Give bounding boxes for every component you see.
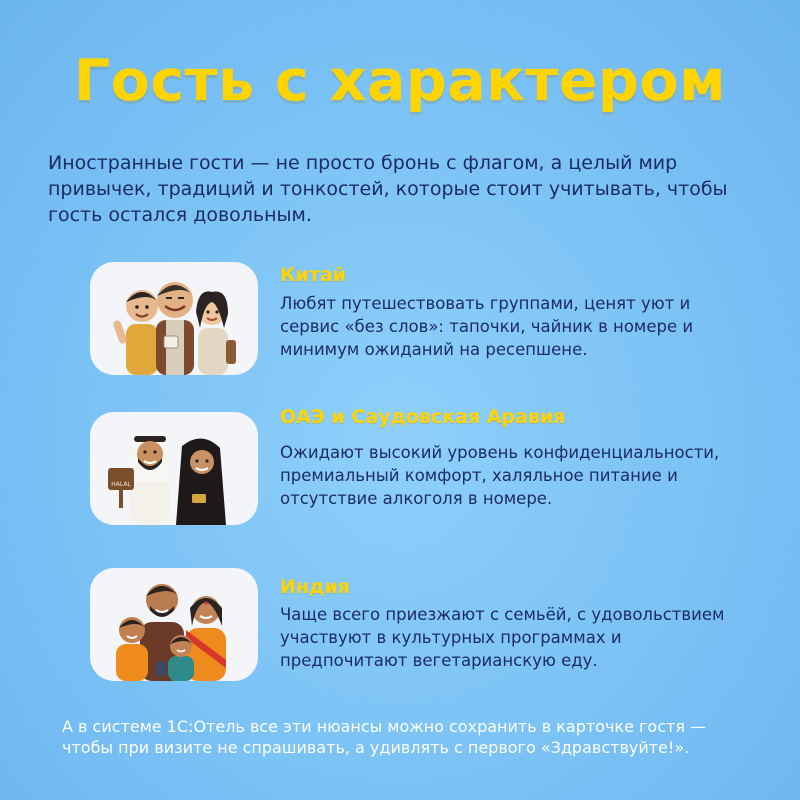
arab-couple-illustration: [90, 412, 258, 525]
section-heading-uae: ОАЭ и Саудовская Аравия: [280, 406, 566, 428]
footer-text: А в системе 1С:Отель все эти нюансы можно сохранить в карточке гостя — чтобы при визите не спрашивать, а удивлять с первого «Здравствуйте!».: [62, 717, 707, 757]
china-card: [90, 262, 258, 375]
intro-text: Иностранные гости — не просто бронь с флагом, а целый мир привычек, традиций и тонкостей, которые стоит учитывать, чтобы гость остался довольным.: [48, 152, 728, 226]
section-text-india: Чаще всего приезжают с семьёй, с удовольствием участвуют в культурных программах и предпочитают вегетарианскую еду.: [280, 605, 725, 670]
uae-card: [90, 412, 258, 525]
page-title: Гость с характером: [73, 48, 727, 114]
section-heading-china: Китай: [280, 264, 346, 286]
india-card: [90, 568, 258, 681]
halal-sign-text: HALAL: [111, 481, 131, 488]
indian-family-illustration: [90, 568, 258, 681]
section-heading-india: Индия: [280, 576, 350, 598]
chinese-family-illustration: [90, 262, 258, 375]
section-text-china: Любят путешествовать группами, ценят уют и сервис «без слов»: тапочки, чайник в номере и минимум ожиданий на ресепшене.: [280, 294, 694, 359]
section-text-uae: Ожидают высокий уровень конфиденциальности, премиальный комфорт, халяльное питание и отсутствие алкоголя в номере.: [280, 443, 720, 508]
